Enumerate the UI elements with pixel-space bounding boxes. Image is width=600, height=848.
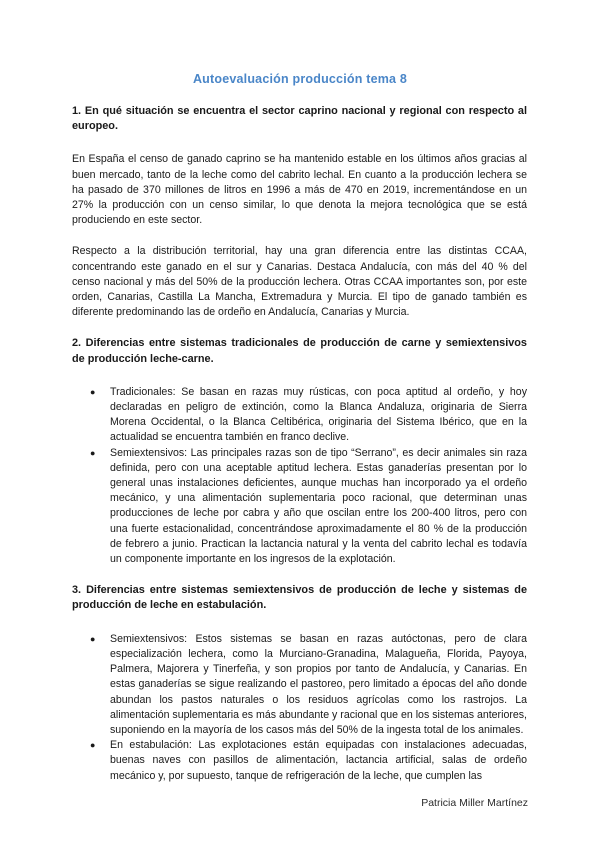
- bullet-icon: ●: [90, 740, 96, 751]
- list-item-text: Tradicionales: Se basan en razas muy rústicas, con poca aptitud al ordeño, y hoy declaradas en peligro de extinción, como la Blanca Andaluza, originaria de Sierra Morena Occidental, o la Blanca Celtibérica, originaria del Sistema Ibérico, que en la actualidad se encuentra también en franco declive.: [110, 385, 527, 444]
- section-3-list: [72, 632, 527, 784]
- section-2-list: [72, 385, 527, 567]
- bullet-icon: ●: [90, 447, 96, 458]
- bullet-icon: ●: [90, 386, 96, 397]
- section-2-heading: 2. Diferencias entre sistemas tradicionales de producción de carne y semiextensivos de producción leche-carne.: [72, 337, 527, 365]
- section-2-bullet-traditional: [90, 385, 527, 446]
- section-3-heading: 3. Diferencias entre sistemas semiextensivos de producción de leche y sistemas de producción de leche en estabulación.: [72, 584, 527, 612]
- bullet-icon: ●: [90, 633, 96, 644]
- section-1-paragraph-2: Respecto a la distribución territorial, hay una gran diferencia entre las distintas CCAA, concentrando este ganado en el sur y Canarias. Destaca Andalucía, con más del 40 % del censo nacional y más del 50% de la producción lechera. Otras CCAA importantes son, por este orden, Canarias, Castilla La Mancha, Extremadura y Murcia. El tipo de ganado también es diferente predominando las de ordeño en Andalucía, Canarias y Murcia.: [72, 245, 527, 319]
- section-3-bullet-stabled: [90, 738, 527, 784]
- section-1-heading: 1. En qué situación se encuentra el sector caprino nacional y regional con respecto al europeo.: [72, 105, 527, 133]
- section-3-bullet-semiextensive: [90, 632, 527, 738]
- section-1-paragraph-1: En España el censo de ganado caprino se ha mantenido estable en los últimos años gracias al buen mercado, tanto de la leche como del cabrito lechal. En cuanto a la producción lechera se ha pasado de 370 millones de litros en 1996 a más de 470 en 2019, incrementándose en un 27% la producción con un censo similar, lo que denota la mejora tecnológica que se está produciendo en este sector.: [72, 153, 527, 227]
- section-2-bullet-semiextensive: [90, 446, 527, 568]
- list-item-text: En estabulación: Las explotaciones están equipadas con instalaciones adecuadas, buenas naves con pasillos de alimentación, lactancia artificial, salas de ordeño mecánico y, por supuesto, tanque de refrigeración de la leche, que cumplen las: [110, 739, 527, 782]
- document-title: Autoevaluación producción tema 8: [192, 72, 408, 86]
- list-item-text: Semiextensivos: Las principales razas son de tipo “Serrano”, es decir animales sin raza definida, pero con una aceptable aptitud lechera. Estas ganaderías presentan por lo general unas instalaciones deficientes, aunque muchas han incorporado ya el ordeño mecánico, y una alimentación suplementaria poco racional, que determinan unas producciones de leche por cabra y año que oscilan entre los 200-400 litros, pero con una fuerte estacionalidad, concentrándose aproximadamente el 80 % de la producción de febrero a junio. Practican la lactancia natural y la venta del cabrito lechal es todavía un componente importante en los ingresos de la explotación.: [110, 446, 527, 566]
- document-body: [72, 104, 527, 784]
- footer-author: Patricia Miller Martínez: [421, 797, 528, 809]
- list-item-text: Semiextensivos: Estos sistemas se basan en razas autóctonas, pero de clara especialización lechera, como la Murciano-Granadina, Malagueña, Florida, Payoya, Palmera, Majorera y Tinerfeña, y son propios por tanto de Andalucía, y Canarias. En estas ganaderías se sigue realizando el pastoreo, pero limitado a épocas del año donde abundan los pastos naturales o los residuos agrícolas como los rastrojos. La alimentación suplementaria es más abundante y racional que en los sistemas anteriores, suponiendo en la mayoría de los casos más del 50% de la ingesta total de los animales.: [110, 632, 527, 736]
